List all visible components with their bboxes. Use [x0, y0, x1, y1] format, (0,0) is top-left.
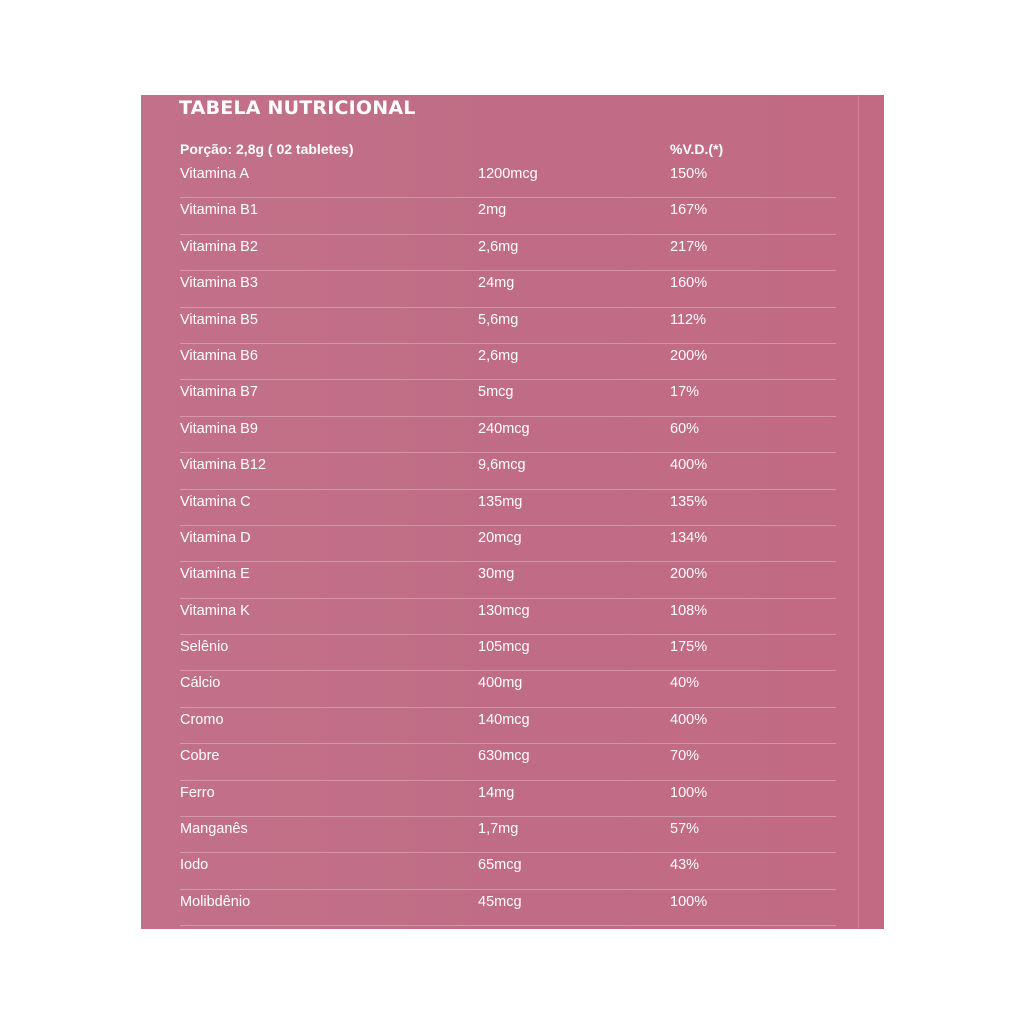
table-row	[180, 417, 836, 453]
nutrient-name: Cromo	[180, 711, 224, 728]
nutrient-vd: 60%	[670, 420, 700, 437]
nutrient-name: Vitamina A	[180, 166, 250, 182]
table-row	[180, 235, 836, 271]
nutrient-vd: 400%	[670, 457, 708, 474]
table-row	[180, 781, 836, 817]
nutrient-amount: 2mg	[478, 202, 507, 219]
nutrient-vd: 43%	[670, 857, 700, 874]
nutrient-name: Vitamina B1	[180, 202, 258, 219]
nutrient-amount: 240mcg	[478, 420, 530, 437]
nutrient-amount: 2,6mg	[478, 238, 519, 255]
panel-divider	[858, 95, 859, 929]
nutrient-amount: 5mcg	[478, 384, 514, 401]
table-row	[180, 635, 836, 671]
table-row	[180, 853, 836, 889]
panel-title: TABELA NUTRICIONAL	[179, 97, 416, 119]
nutrient-vd: 400%	[670, 711, 708, 728]
header-vd: %V.D.(*)	[670, 141, 724, 157]
nutrient-name: Vitamina B6	[180, 347, 258, 364]
nutrient-name: Manganês	[180, 821, 248, 838]
nutrition-table	[180, 135, 836, 926]
nutrient-vd: 160%	[670, 275, 708, 292]
nutrient-amount: 1200mcg	[478, 166, 538, 182]
nutrient-amount: 5,6mg	[478, 311, 519, 328]
nutrient-name: Iodo	[180, 857, 209, 874]
nutrient-name: Cálcio	[180, 675, 221, 692]
nutrient-amount: 9,6mcg	[478, 457, 526, 474]
nutrient-vd: 100%	[670, 784, 708, 801]
nutrient-name: Ferro	[180, 784, 215, 801]
table-body	[180, 162, 836, 926]
nutrient-vd: 134%	[670, 529, 708, 546]
table-row	[180, 599, 836, 635]
nutrient-amount: 2,6mg	[478, 347, 519, 364]
nutrient-amount: 14mg	[478, 784, 515, 801]
table-row	[180, 162, 836, 198]
nutrient-name: Selênio	[180, 639, 229, 656]
table-row	[180, 453, 836, 489]
nutrient-vd: 40%	[670, 675, 700, 692]
nutrient-vd: 217%	[670, 238, 708, 255]
nutrient-name: Vitamina B9	[180, 420, 258, 437]
nutrition-panel	[141, 95, 884, 929]
table-row	[180, 380, 836, 416]
nutrient-name: Vitamina D	[180, 529, 251, 546]
nutrient-amount: 135mg	[478, 493, 523, 510]
nutrient-vd: 100%	[670, 893, 708, 910]
table-row	[180, 344, 836, 380]
nutrient-vd: 57%	[670, 821, 700, 838]
nutrient-amount: 45mcg	[478, 893, 522, 910]
nutrient-name: Vitamina B2	[180, 238, 258, 255]
nutrient-vd: 150%	[670, 166, 708, 182]
nutrient-amount: 20mcg	[478, 529, 522, 546]
nutrient-vd: 17%	[670, 384, 700, 401]
table-row	[180, 562, 836, 598]
nutrient-vd: 108%	[670, 602, 708, 619]
table-row	[180, 890, 836, 926]
table-row	[180, 271, 836, 307]
table-row	[180, 817, 836, 853]
nutrient-name: Cobre	[180, 748, 220, 765]
nutrient-vd: 175%	[670, 639, 708, 656]
nutrient-amount: 105mcg	[478, 639, 530, 656]
table-row	[180, 708, 836, 744]
table-row	[180, 308, 836, 344]
table-row	[180, 490, 836, 526]
nutrient-name: Vitamina K	[180, 602, 250, 619]
nutrient-amount: 24mg	[478, 275, 515, 292]
table-row	[180, 526, 836, 562]
header-portion: Porção: 2,8g ( 02 tabletes)	[180, 141, 354, 157]
nutrient-name: Vitamina B7	[180, 384, 258, 401]
nutrient-name: Molibdênio	[180, 893, 251, 910]
nutrient-name: Vitamina B3	[180, 275, 258, 292]
nutrient-name: Vitamina C	[180, 493, 251, 510]
nutrient-amount: 1,7mg	[478, 821, 519, 838]
nutrient-name: Vitamina B12	[180, 457, 266, 474]
nutrient-name: Vitamina E	[180, 566, 250, 583]
nutrient-amount: 400mg	[478, 675, 523, 692]
nutrient-amount: 130mcg	[478, 602, 530, 619]
nutrient-amount: 30mg	[478, 566, 515, 583]
nutrient-name: Vitamina B5	[180, 311, 258, 328]
nutrient-vd: 200%	[670, 347, 708, 364]
table-row	[180, 671, 836, 707]
nutrient-vd: 112%	[670, 311, 707, 328]
nutrient-vd: 200%	[670, 566, 708, 583]
table-row	[180, 198, 836, 234]
nutrient-amount: 140mcg	[478, 711, 530, 728]
nutrient-amount: 630mcg	[478, 748, 530, 765]
nutrient-vd: 167%	[670, 202, 708, 219]
nutrient-vd: 70%	[670, 748, 700, 765]
table-row	[180, 744, 836, 780]
nutrient-vd: 135%	[670, 493, 708, 510]
table-header	[180, 135, 836, 162]
nutrient-amount: 65mcg	[478, 857, 522, 874]
